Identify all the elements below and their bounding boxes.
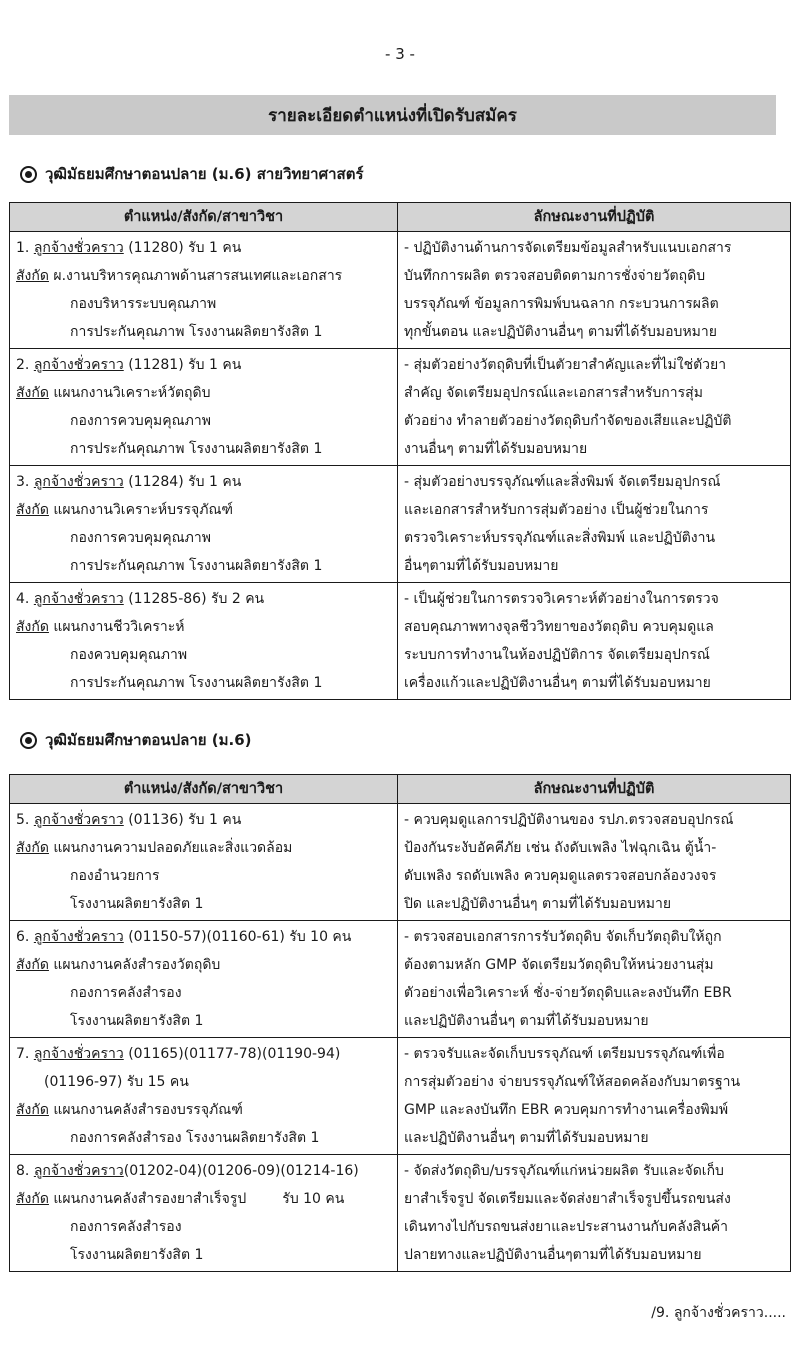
position-cell: 2. ลูกจ้างชั่วคราว (11281) รับ 1 คน สังกัด แผนกงานวิเคราะห์วัตถุดิบ กองการควบคุมคุณภาพ การประกันคุณภาพ โรงงานผลิตยารังสิต 1 (10, 349, 398, 466)
position-cell: 7. ลูกจ้างชั่วคราว (01165)(01177-78)(01190-94) (01196-97) รับ 15 คน สังกัด แผนกงานคลังสำรองบรรจุภัณฑ์ กองการคลังสำรอง โรงงานผลิตยารังสิต 1 (10, 1038, 398, 1155)
header-position: ตำแหน่ง/สังกัด/สาขาวิชา (10, 203, 398, 232)
header-duties: ลักษณะงานที่ปฏิบัติ (398, 203, 791, 232)
table-row (10, 583, 791, 700)
table-row (10, 1155, 791, 1272)
position-cell: 6. ลูกจ้างชั่วคราว (01150-57)(01160-61) รับ 10 คน สังกัด แผนกงานคลังสำรองวัตถุดิบ กองการคลังสำรอง โรงงานผลิตยารังสิต 1 (10, 921, 398, 1038)
header-position: ตำแหน่ง/สังกัด/สาขาวิชา (10, 775, 398, 804)
banner-title (9, 95, 776, 135)
position-cell: 4. ลูกจ้างชั่วคราว (11285-86) รับ 2 คน สังกัด แผนกงานชีววิเคราะห์ กองควบคุมคุณภาพ การประกันคุณภาพ โรงงานผลิตยารังสิต 1 (10, 583, 398, 700)
position-cell: 1. ลูกจ้างชั่วคราว (11280) รับ 1 คน สังกัด ผ.งานบริหารคุณภาพด้านสารสนเทศและเอกสาร กองบริหารระบบคุณภาพ การประกันคุณภาพ โรงงานผลิตยารังสิต 1 (10, 232, 398, 349)
duties-cell: - จัดส่งวัตถุดิบ/บรรจุภัณฑ์แก่หน่วยผลิต รับและจัดเก็บ ยาสำเร็จรูป จัดเตรียมและจัดส่งยาสำเร็จรูปขึ้นรถขนส่ง เดินทางไปกับรถขนส่งยาและประสานงานกับคลังสินค้า ปลายทางและปฏิบัติงานอื่นๆตามที่ได้รับมอบหมาย (398, 1155, 791, 1272)
duties-cell: - สุ่มตัวอย่างบรรจุภัณฑ์และสิ่งพิมพ์ จัดเตรียมอุปกรณ์ และเอกสารสำหรับการสุ่มตัวอย่าง เป็นผู้ช่วยในการ ตรวจวิเคราะห์บรรจุภัณฑ์และสิ่งพิมพ์ และปฏิบัติงาน อื่นๆตามที่ได้รับมอบหมาย (398, 466, 791, 583)
table-row (10, 349, 791, 466)
page-number: - 3 - (385, 45, 415, 63)
table-row (10, 1038, 791, 1155)
duties-cell: - เป็นผู้ช่วยในการตรวจวิเคราะห์ตัวอย่างในการตรวจ สอบคุณภาพทางจุลชีววิทยาของวัตถุดิบ ควบคุมดูแล ระบบการทำงานในห้องปฏิบัติการ จัดเตรียมอุปกรณ์ เครื่องแก้วและปฏิบัติงานอื่นๆ ตามที่ได้รับมอบหมาย (398, 583, 791, 700)
banner-title-text: รายละเอียดตำแหน่งที่เปิดรับสมัคร (268, 105, 517, 126)
duties-cell: - สุ่มตัวอย่างวัตถุดิบที่เป็นตัวยาสำคัญและที่ไม่ใช่ตัวยา สำคัญ จัดเตรียมอุปกรณ์และเอกสารสำหรับการสุ่ม ตัวอย่าง ทำลายตัวอย่างวัตถุดิบกำจัดของเสียและปฏิบัติ งานอื่นๆ ตามที่ได้รับมอบหมาย (398, 349, 791, 466)
table-row (10, 466, 791, 583)
table-row (10, 232, 791, 349)
radio-bullet-icon (20, 732, 37, 749)
continuation-note: /9. ลูกจ้างชั่วคราว..... (651, 1305, 786, 1321)
section-title-text: วุฒิมัธยมศึกษาตอนปลาย (ม.6) สายวิทยาศาสตร์ (45, 165, 364, 183)
duties-cell: - ตรวจสอบเอกสารการรับวัตถุดิบ จัดเก็บวัตถุดิบให้ถูก ต้องตามหลัก GMP จัดเตรียมวัตถุดิบให้หน่วยงานสุ่ม ตัวอย่างเพื่อวิเคราะห์ ชั่ง-จ่ายวัตถุดิบและลงบันทึก EBR และปฏิบัติงานอื่นๆ ตามที่ได้รับมอบหมาย (398, 921, 791, 1038)
duties-cell: - ตรวจรับและจัดเก็บบรรจุภัณฑ์ เตรียมบรรจุภัณฑ์เพื่อ การสุ่มตัวอย่าง จ่ายบรรจุภัณฑ์ให้สอดคล้องกับมาตรฐาน GMP และลงบันทึก EBR ควบคุมการทำงานเครื่องพิมพ์ และปฏิบัติงานอื่นๆ ตามที่ได้รับมอบหมาย (398, 1038, 791, 1155)
positions-table-general (9, 774, 791, 1272)
header-duties: ลักษณะงานที่ปฏิบัติ (398, 775, 791, 804)
position-cell: 8. ลูกจ้างชั่วคราว(01202-04)(01206-09)(01214-16) สังกัด แผนกงานคลังสำรองยาสำเร็จรูป รับ 10 คน กองการคลังสำรอง โรงงานผลิตยารังสิต 1 (10, 1155, 398, 1272)
radio-bullet-icon (20, 166, 37, 183)
position-cell: 3. ลูกจ้างชั่วคราว (11284) รับ 1 คน สังกัด แผนกงานวิเคราะห์บรรจุภัณฑ์ กองการควบคุมคุณภาพ การประกันคุณภาพ โรงงานผลิตยารังสิต 1 (10, 466, 398, 583)
duties-cell: - ปฏิบัติงานด้านการจัดเตรียมข้อมูลสำหรับแนบเอกสาร บันทึกการผลิต ตรวจสอบติดตามการชั่งจ่ายวัตถุดิบ บรรจุภัณฑ์ ข้อมูลการพิมพ์บนฉลาก กระบวนการผลิต ทุกขั้นตอน และปฏิบัติงานอื่นๆ ตามที่ได้รับมอบหมาย (398, 232, 791, 349)
section-title-science (20, 162, 364, 186)
table-row (10, 921, 791, 1038)
position-cell: 5. ลูกจ้างชั่วคราว (01136) รับ 1 คน สังกัด แผนกงานความปลอดภัยและสิ่งแวดล้อม กองอำนวยการ โรงงานผลิตยารังสิต 1 (10, 804, 398, 921)
section-title-general (20, 728, 252, 752)
positions-table-science (9, 202, 791, 700)
table-row (10, 804, 791, 921)
section-title-text: วุฒิมัธยมศึกษาตอนปลาย (ม.6) (45, 731, 252, 749)
duties-cell: - ควบคุมดูแลการปฏิบัติงานของ รปภ.ตรวจสอบอุปกรณ์ ป้องกันระงับอัคคีภัย เช่น ถังดับเพลิง ไฟฉุกเฉิน ตู้น้ำ- ดับเพลิง รถดับเพลิง ควบคุมดูแลตรวจสอบกล้องวงจร ปิด และปฏิบัติงานอื่นๆ ตามที่ได้รับมอบหมาย (398, 804, 791, 921)
